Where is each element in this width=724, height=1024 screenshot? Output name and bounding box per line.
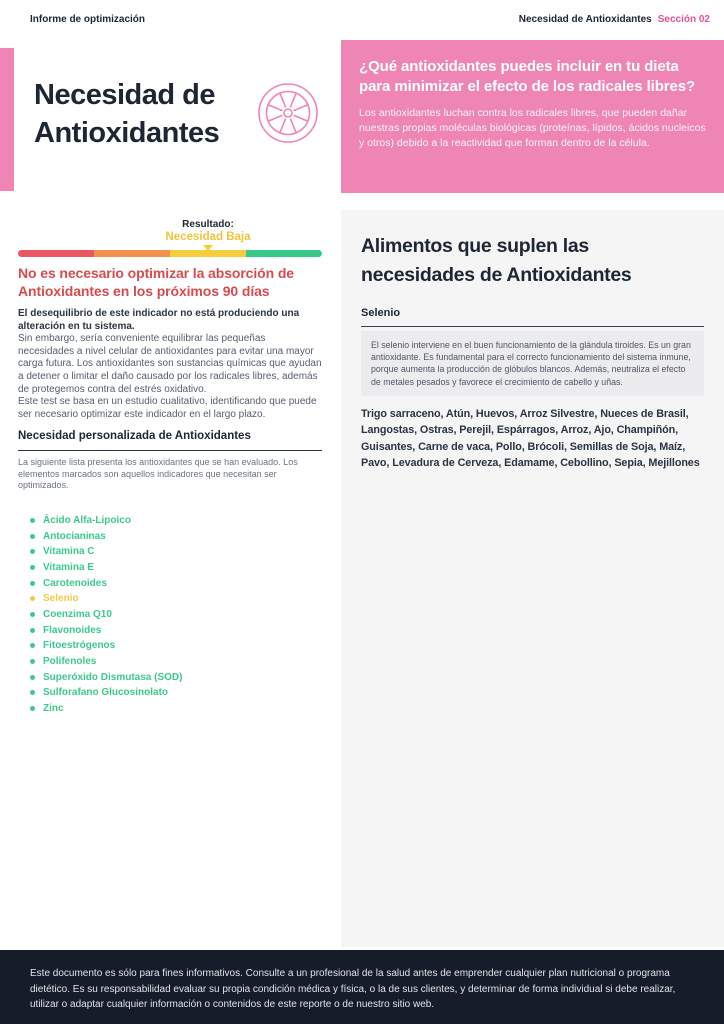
bullet-icon xyxy=(30,675,35,680)
bullet-icon xyxy=(30,534,35,539)
bullet-icon xyxy=(30,643,35,648)
personalized-title: Necesidad personalizada de Antioxidantes xyxy=(18,430,322,451)
antioxidant-list xyxy=(18,513,322,717)
result-scale-bar xyxy=(18,250,322,257)
bullet-icon xyxy=(30,706,35,711)
question-title: ¿Qué antioxidantes puedes incluir en tu dieta para minimizar el efecto de los radicales libres? xyxy=(359,58,696,95)
page-title xyxy=(34,76,264,152)
personalized-section xyxy=(18,430,322,716)
nutrient-description: El selenio interviene en el buen funcionamiento de la glándula tiroides. Es un gran antioxidante. Es fundamental para el correcto funcionamiento del sistema inmune, porque aumenta la producción de glóbulos blancos. Además, neutraliza el efecto de metales pesados y favorece el crecimiento de cabello y uñas. xyxy=(361,331,704,396)
foods-list: Trigo sarraceno, Atún, Huevos, Arroz Silvestre, Nueces de Brasil, Langostas, Ostras, Perejil, Espárragos, Arroz, Ajo, Champiñón, Guisantes, Carne de vaca, Pollo, Brócoli, Semillas de Soja, Maíz, Pavo, Levadura de Cerveza, Edamame, Cebollino, Sepia, Mejillones xyxy=(361,407,700,470)
list-item xyxy=(18,513,322,529)
disclaimer-footer xyxy=(0,950,724,1024)
result-value: Necesidad Baja xyxy=(165,231,251,243)
scale-segment xyxy=(170,250,246,257)
list-item-label: Sulforafano Glucosinolato xyxy=(43,687,169,699)
result-headline: No es necesario optimizar la absorción de Antioxidantes en los próximos 90 días xyxy=(18,265,294,299)
list-item-label: Ácido Alfa-Lipoico xyxy=(43,514,131,526)
foods-panel xyxy=(341,210,724,947)
page-title-line2: Antioxidantes xyxy=(34,117,220,149)
bullet-icon xyxy=(30,581,35,586)
bullet-icon xyxy=(30,518,35,523)
list-item xyxy=(18,560,322,576)
list-item-label: Vitamina C xyxy=(43,546,95,558)
result-pointer-group xyxy=(138,219,278,251)
list-item xyxy=(18,591,322,607)
result-header xyxy=(18,219,322,249)
result-paragraph-1: Sin embargo, sería conveniente equilibrar las pequeñas necesidades a nivel celular de antioxidantes para evitar una mayor carga futura. Los antioxidantes son sustancias químicas que ayudan a detener o limitar el daño causado por los radicales libres, además de protegemos contra del estrés oxidativo. xyxy=(18,333,322,395)
list-item-label: Coenzima Q10 xyxy=(43,608,112,620)
header-right xyxy=(519,14,710,25)
pink-accent-bar xyxy=(0,48,14,191)
list-item-label: Carotenoides xyxy=(43,577,107,589)
list-item-label: Polifenoles xyxy=(43,656,97,668)
scale-segment xyxy=(18,250,94,257)
list-item-label: Zinc xyxy=(43,703,64,715)
page-title-line1: Necesidad de xyxy=(34,79,215,111)
list-item xyxy=(18,607,322,623)
list-item xyxy=(18,575,322,591)
list-item xyxy=(18,544,322,560)
list-item-label: Superóxido Dismutasa (SOD) xyxy=(43,671,183,683)
bullet-icon xyxy=(30,565,35,570)
list-item xyxy=(18,622,322,638)
bullet-icon xyxy=(30,690,35,695)
disclaimer-text: Este documento es sólo para fines informativos. Consulte a un profesional de la salud antes de emprender cualquier plan nutricional o programa dietético. Es su responsabilidad evaluar su propia condición médica y física, o la de sus clientes, y determinar de forma individual si debe realizar, utilizar o adaptar cualquier información o contenidos de este reporte o de nuestro sitio web. xyxy=(30,968,676,1010)
citrus-wheel-icon xyxy=(257,82,319,144)
bullet-icon xyxy=(30,549,35,554)
header-right-title: Necesidad de Antioxidantes xyxy=(518,13,652,25)
list-item-label: Flavonoides xyxy=(43,624,102,636)
list-item-label: Antocianinas xyxy=(43,530,106,542)
question-body: Los antioxidantes luchan contra los radicales libres, que pueden dañar nuestras propias moléculas biológicas (proteínas, lípidos, ácidos nucleicos y otros) debido a la reactividad que forman dentro de la célula. xyxy=(359,107,706,149)
result-body xyxy=(18,308,322,421)
bullet-icon xyxy=(30,596,35,601)
list-item-label: Selenio xyxy=(43,593,79,605)
list-item xyxy=(18,701,322,717)
bullet-icon xyxy=(30,628,35,633)
question-box xyxy=(341,40,724,193)
list-item xyxy=(18,685,322,701)
bullet-icon xyxy=(30,612,35,617)
scale-segment xyxy=(94,250,170,257)
list-item xyxy=(18,638,322,654)
bullet-icon xyxy=(30,659,35,664)
list-item-label: Vitamina E xyxy=(43,561,94,573)
result-label: Resultado: xyxy=(182,219,234,230)
list-item xyxy=(18,669,322,685)
section-badge: Sección 02 xyxy=(657,13,710,25)
page-header xyxy=(0,0,724,38)
list-item-label: Fitoestrógenos xyxy=(43,640,116,652)
list-item xyxy=(18,528,322,544)
report-name: Informe de optimización xyxy=(30,13,146,25)
result-paragraph-bold: El desequilibrio de este indicador no está produciendo una alteración en tu sistema. xyxy=(18,308,300,332)
list-item xyxy=(18,654,322,670)
foods-panel-title: Alimentos que suplen las necesidades de Antioxidantes xyxy=(361,235,632,286)
personalized-intro: La siguiente lista presenta los antioxidantes que se han evaluado. Los elementos marcados son aquellos indicadores que necesitan ser optimizados. xyxy=(18,457,298,490)
scale-segment xyxy=(246,250,322,257)
nutrient-heading: Selenio xyxy=(361,307,704,327)
result-paragraph-2: Este test se basa en un estudio cualitativo, identificando que puede ser necesario optimizar este indicador en el largo plazo. xyxy=(18,396,317,420)
